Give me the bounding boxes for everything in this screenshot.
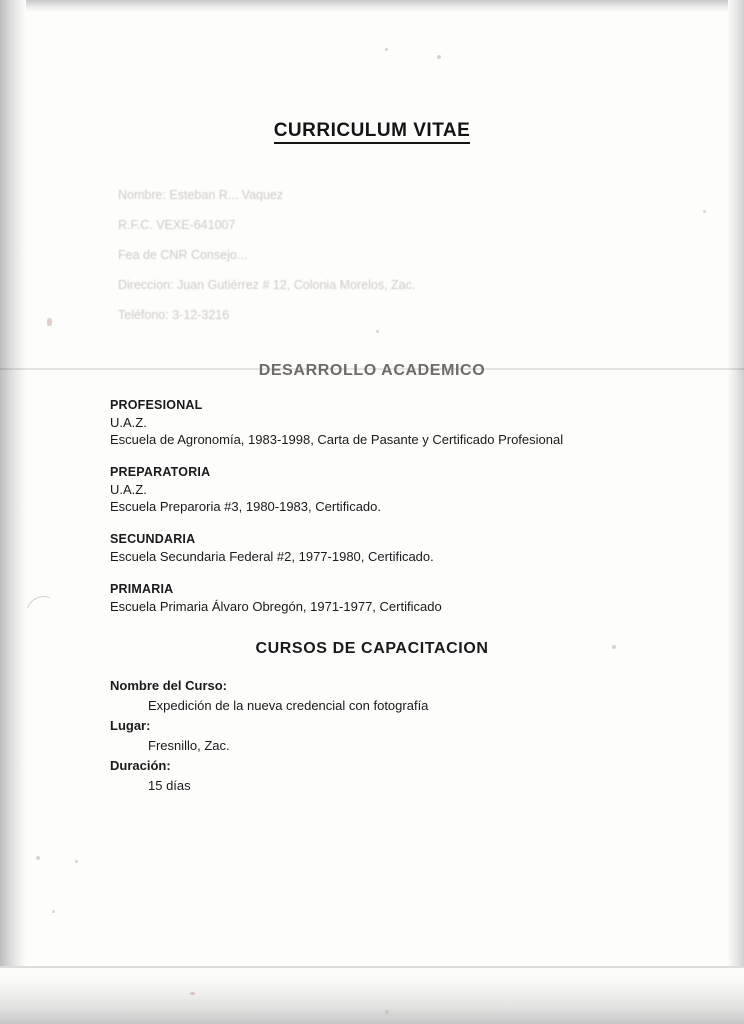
course-duration-label: Duración: — [110, 758, 171, 773]
education-detail: Escuela Preparoria #3, 1980-1983, Certificado. — [110, 499, 381, 514]
education-item — [110, 398, 670, 448]
education-level: PROFESIONAL — [110, 398, 203, 412]
faded-detail-line: R.F.C. VEXE-641007 — [118, 218, 236, 232]
faded-personal-details — [118, 180, 588, 330]
education-level: SECUNDARIA — [110, 532, 196, 546]
course-place-value: Fresnillo, Zac. — [148, 738, 230, 753]
document-title — [0, 120, 744, 142]
faded-detail-line: Fea de CNR Consejo... — [118, 248, 248, 262]
course-duration-value: 15 días — [148, 778, 191, 793]
education-item — [110, 465, 670, 515]
education-detail: Escuela de Agronomía, 1983-1998, Carta de Pasante y Certificado Profesional — [110, 432, 564, 447]
course-name-value: Expedición de la nueva credencial con fotografía — [148, 698, 429, 713]
course-name-label: Nombre del Curso: — [110, 678, 228, 693]
section-heading-academico: DESARROLLO ACADEMICO — [258, 362, 486, 379]
education-level: PRIMARIA — [110, 582, 174, 596]
section-heading-cursos: CURSOS DE CAPACITACION — [255, 640, 489, 657]
education-level: PREPARATORIA — [110, 465, 211, 479]
course-place-label: Lugar: — [110, 718, 151, 733]
course-block — [110, 676, 670, 796]
education-detail: Escuela Primaria Álvaro Obregón, 1971-1977, Certificado — [110, 599, 442, 614]
education-detail: U.A.Z. — [110, 482, 147, 497]
education-item — [110, 532, 670, 565]
education-detail: Escuela Secundaria Federal #2, 1977-1980, Certificado. — [110, 549, 434, 564]
faded-detail-line: Nombre: Esteban R... Vaquez — [118, 188, 284, 202]
document-title-text: CURRICULUM VITAE — [274, 120, 471, 144]
education-detail: U.A.Z. — [110, 415, 147, 430]
faded-detail-line: Direccion: Juan Gutiérrez # 12, Colonia Morelos, Zac. — [118, 278, 416, 292]
education-list — [110, 398, 670, 632]
faded-detail-line: Teléfono: 3-12-3216 — [118, 308, 230, 322]
education-item — [110, 582, 670, 615]
